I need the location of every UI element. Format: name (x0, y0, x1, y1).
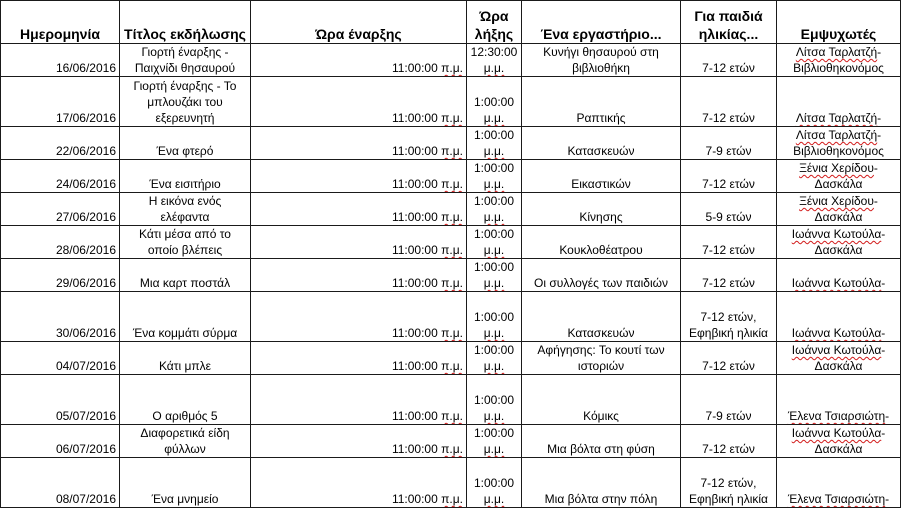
end-ampm: μ.μ. (483, 177, 505, 191)
cell-workshop[interactable] (522, 226, 681, 259)
date-value: 28/06/2016 (55, 243, 116, 257)
start-time-value: 11:00:00 (391, 177, 438, 191)
cell-end-time[interactable] (467, 193, 522, 226)
animator-name: Ιωάννα Κωτούλα (791, 227, 882, 241)
cell-end-time[interactable] (467, 425, 522, 458)
cell-date[interactable] (1, 44, 120, 77)
date-value: 06/07/2016 (55, 442, 116, 456)
cell-animators[interactable] (777, 375, 901, 425)
start-ampm: π.μ. (441, 326, 463, 340)
animator-role: - Δασκάλα (814, 426, 886, 456)
workshop-value: Κουκλοθέατρου (559, 243, 643, 257)
start-time-value: 11:00:00 (391, 111, 438, 125)
cell-title[interactable] (120, 342, 251, 375)
cell-age[interactable] (681, 226, 777, 259)
end-time-value: 1:00:00 (473, 95, 515, 109)
cell-title[interactable] (120, 127, 251, 160)
table-row (1, 226, 901, 259)
workshop-value: Αφήγησης: Το κουτί των ιστοριών (537, 343, 665, 373)
cell-start-time[interactable] (251, 160, 467, 193)
cell-start-time[interactable] (251, 375, 467, 425)
end-time-value: 1:00:00 (473, 260, 515, 274)
animator-role: - Δασκάλα (814, 227, 886, 257)
age-value: 7-12 ετών (702, 359, 755, 373)
animator-name: Λίτσα Ταρλατζή (795, 128, 878, 142)
cell-workshop[interactable] (522, 342, 681, 375)
cell-title[interactable] (120, 259, 251, 292)
age-value: 7-12 ετών (702, 61, 755, 75)
table-row (1, 292, 901, 342)
date-value: 27/06/2016 (55, 210, 116, 224)
cell-start-time[interactable] (251, 193, 467, 226)
start-ampm: π.μ. (441, 111, 463, 125)
cell-workshop[interactable] (522, 127, 681, 160)
date-value: 17/06/2016 (55, 111, 116, 125)
cell-age[interactable] (681, 259, 777, 292)
start-ampm: π.μ. (441, 243, 463, 257)
cell-title[interactable] (120, 458, 251, 508)
animator-name: Ιωάννα Κωτούλα (791, 276, 882, 290)
animator-name: Ξένια Χερίδου (799, 194, 874, 208)
title-value: Η εικόνα ενός ελέφαντα (148, 194, 222, 224)
workshop-value: Μια βόλτα στην πόλη (544, 492, 658, 506)
table-row (1, 193, 901, 226)
header-row (1, 1, 901, 44)
start-time-value: 11:00:00 (391, 243, 438, 257)
animator-name: Έλενα Τσιαρσιώτη (787, 492, 886, 506)
table-row (1, 259, 901, 292)
cell-date[interactable] (1, 259, 120, 292)
cell-date[interactable] (1, 292, 120, 342)
animator-role: - Βιβλιοθηκονόμος (793, 128, 884, 158)
cell-age[interactable] (681, 44, 777, 77)
cell-date[interactable] (1, 375, 120, 425)
date-value: 30/06/2016 (55, 326, 116, 340)
animator-name: Έλενα Τσιαρσιώτη (787, 409, 886, 423)
cell-age[interactable] (681, 292, 777, 342)
animator-role: - (885, 409, 890, 423)
age-value: 7-9 ετών (705, 409, 752, 423)
animator-name: Ιωάννα Κωτούλα (791, 343, 882, 357)
start-time-value: 11:00:00 (391, 276, 438, 290)
cell-start-time[interactable] (251, 458, 467, 508)
workshop-value: Κατασκευών (567, 326, 635, 340)
cell-date[interactable] (1, 342, 120, 375)
end-ampm: μ.μ. (483, 359, 505, 373)
cell-start-time[interactable] (251, 77, 467, 127)
table-row (1, 77, 901, 127)
cell-animators[interactable] (777, 160, 901, 193)
cell-title[interactable] (120, 160, 251, 193)
cell-start-time[interactable] (251, 226, 467, 259)
end-ampm: μ.μ. (483, 111, 505, 125)
start-time-value: 11:00:00 (391, 359, 438, 373)
cell-workshop[interactable] (522, 375, 681, 425)
header-animators[interactable]: Εμψυχωτές (777, 1, 901, 44)
date-value: 08/07/2016 (55, 492, 116, 506)
cell-title[interactable] (120, 375, 251, 425)
age-value: 7-12 ετών (702, 111, 755, 125)
age-value: 7-12 ετών (702, 177, 755, 191)
cell-end-time[interactable] (467, 292, 522, 342)
end-time-value: 1:00:00 (473, 343, 515, 357)
cell-animators[interactable] (777, 77, 901, 127)
end-time-value: 1:00:00 (473, 194, 515, 208)
animator-name: Ξένια Χερίδου (799, 161, 874, 175)
table-row (1, 375, 901, 425)
cell-date[interactable] (1, 425, 120, 458)
start-ampm: π.μ. (441, 492, 463, 506)
age-value: 7-12 ετών (702, 243, 755, 257)
cell-start-time[interactable] (251, 259, 467, 292)
cell-date[interactable] (1, 77, 120, 127)
cell-animators[interactable] (777, 259, 901, 292)
cell-date[interactable] (1, 160, 120, 193)
title-value: Γιορτή έναρξης - Το μπλουζάκι του εξερευνητή (133, 79, 237, 125)
cell-end-time[interactable] (467, 44, 522, 77)
animator-role: - Βιβλιοθηκονόμος (793, 45, 884, 75)
date-value: 05/07/2016 (55, 409, 116, 423)
end-ampm: μ.μ. (483, 442, 505, 456)
cell-date[interactable] (1, 458, 120, 508)
cell-title[interactable] (120, 44, 251, 77)
end-ampm: μ.μ. (483, 492, 505, 506)
cell-start-time[interactable] (251, 292, 467, 342)
table-row (1, 425, 901, 458)
cell-workshop[interactable] (522, 77, 681, 127)
cell-age[interactable] (681, 193, 777, 226)
start-ampm: π.μ. (441, 144, 463, 158)
header-end-time[interactable]: Ώρα λήξης (467, 1, 522, 44)
table-row (1, 342, 901, 375)
end-time-value: 12:30:00 (470, 45, 518, 59)
title-value: Ένα εισιτήριο (149, 177, 221, 191)
end-time-value: 1:00:00 (473, 128, 515, 142)
cell-workshop[interactable] (522, 193, 681, 226)
workshop-value: Κίνησης (579, 210, 623, 224)
end-time-value: 1:00:00 (473, 426, 515, 440)
age-value: 7-12 ετών, Εφηβική ηλικία (689, 476, 768, 506)
workshop-value: Εικαστικών (571, 177, 631, 191)
workshop-value: Οι συλλογές των παιδιών (534, 276, 668, 290)
date-value: 22/06/2016 (55, 144, 116, 158)
cell-workshop[interactable] (522, 458, 681, 508)
cell-animators[interactable] (777, 193, 901, 226)
end-time-value: 1:00:00 (473, 476, 515, 490)
cell-animators[interactable] (777, 292, 901, 342)
header-start-time[interactable]: Ώρα έναρξης (251, 1, 467, 44)
start-time-value: 11:00:00 (391, 144, 438, 158)
cell-animators[interactable] (777, 127, 901, 160)
cell-title[interactable] (120, 425, 251, 458)
cell-title[interactable] (120, 292, 251, 342)
animator-role: - (877, 111, 882, 125)
cell-end-time[interactable] (467, 226, 522, 259)
cell-age[interactable] (681, 458, 777, 508)
end-ampm: μ.μ. (483, 210, 505, 224)
age-value: 5-9 ετών (705, 210, 752, 224)
end-ampm: μ.μ. (483, 276, 505, 290)
date-value: 24/06/2016 (55, 177, 116, 191)
end-time-value: 1:00:00 (473, 393, 515, 407)
cell-workshop[interactable] (522, 425, 681, 458)
date-value: 29/06/2016 (55, 276, 116, 290)
animator-role: - Δασκάλα (814, 161, 878, 191)
cell-workshop[interactable] (522, 259, 681, 292)
cell-date[interactable] (1, 127, 120, 160)
cell-workshop[interactable] (522, 160, 681, 193)
end-ampm: μ.μ. (483, 144, 505, 158)
animator-role: - (885, 492, 890, 506)
start-ampm: π.μ. (441, 61, 463, 75)
cell-age[interactable] (681, 342, 777, 375)
animator-role: - (881, 276, 886, 290)
cell-end-time[interactable] (467, 375, 522, 425)
end-ampm: μ.μ. (483, 326, 505, 340)
start-time-value: 11:00:00 (391, 409, 438, 423)
end-ampm: μ.μ. (483, 243, 505, 257)
title-value: Ένα μνημείο (151, 492, 219, 506)
start-time-value: 11:00:00 (391, 326, 438, 340)
cell-end-time[interactable] (467, 342, 522, 375)
cell-end-time[interactable] (467, 160, 522, 193)
date-value: 16/06/2016 (55, 61, 116, 75)
table-row (1, 127, 901, 160)
cell-start-time[interactable] (251, 425, 467, 458)
header-age[interactable]: Για παιδιά ηλικίας... (681, 1, 777, 44)
cell-age[interactable] (681, 425, 777, 458)
title-value: Ο αριθμός 5 (152, 409, 218, 423)
animator-role: - (881, 326, 886, 340)
cell-title[interactable] (120, 226, 251, 259)
start-ampm: π.μ. (441, 359, 463, 373)
animator-role: - Δασκάλα (814, 343, 886, 373)
header-title[interactable]: Τίτλος εκδήλωσης (120, 1, 251, 44)
age-value: 7-12 ετών (702, 442, 755, 456)
table-row (1, 458, 901, 508)
start-ampm: π.μ. (441, 177, 463, 191)
title-value: Κάτι μέσα από το οποίο βλέπεις (139, 227, 231, 257)
cell-end-time[interactable] (467, 259, 522, 292)
workshop-value: Κατασκευών (567, 144, 635, 158)
workshop-value: Κόμικς (583, 409, 619, 423)
age-value: 7-12 ετών (702, 276, 755, 290)
animator-role: - Δασκάλα (814, 194, 878, 224)
end-time-value: 1:00:00 (473, 310, 515, 324)
age-value: 7-12 ετών, Εφηβική ηλικία (689, 310, 768, 340)
title-value: Γιορτή έναρξης - Παιχνίδι θησαυρού (134, 45, 236, 75)
cell-title[interactable] (120, 77, 251, 127)
title-value: Ένα φτερό (156, 144, 214, 158)
cell-workshop[interactable] (522, 44, 681, 77)
cell-animators[interactable] (777, 44, 901, 77)
header-workshop[interactable]: Ένα εργαστήριο... (522, 1, 681, 44)
cell-end-time[interactable] (467, 458, 522, 508)
cell-end-time[interactable] (467, 127, 522, 160)
cell-date[interactable] (1, 193, 120, 226)
animator-name: Λίτσα Ταρλατζή (795, 111, 878, 125)
cell-start-time[interactable] (251, 44, 467, 77)
end-ampm: μ.μ. (483, 61, 505, 75)
start-ampm: π.μ. (441, 210, 463, 224)
age-value: 7-9 ετών (705, 144, 752, 158)
header-date[interactable]: Ημερομηνία (1, 1, 120, 44)
cell-workshop[interactable] (522, 292, 681, 342)
title-value: Μια καρτ ποστάλ (139, 276, 231, 290)
cell-age[interactable] (681, 77, 777, 127)
start-time-value: 11:00:00 (391, 442, 438, 456)
start-time-value: 11:00:00 (391, 61, 438, 75)
date-value: 04/07/2016 (55, 359, 116, 373)
cell-title[interactable] (120, 193, 251, 226)
animator-name: Ιωάννα Κωτούλα (791, 426, 882, 440)
cell-animators[interactable] (777, 425, 901, 458)
cell-animators[interactable] (777, 458, 901, 508)
title-value: Κάτι μπλε (158, 359, 212, 373)
cell-end-time[interactable] (467, 77, 522, 127)
title-value: Διαφορετικά είδη φύλλων (140, 426, 230, 456)
start-ampm: π.μ. (441, 442, 463, 456)
workshop-value: Ραπτικής (576, 111, 626, 125)
start-ampm: π.μ. (441, 276, 463, 290)
workshop-value: Κυνήγι θησαυρού στη βιβλιοθήκη (543, 45, 659, 75)
table-row (1, 44, 901, 77)
cell-start-time[interactable] (251, 342, 467, 375)
cell-age[interactable] (681, 127, 777, 160)
start-time-value: 11:00:00 (391, 492, 438, 506)
cell-start-time[interactable] (251, 127, 467, 160)
cell-animators[interactable] (777, 226, 901, 259)
end-time-value: 1:00:00 (473, 227, 515, 241)
end-time-value: 1:00:00 (473, 161, 515, 175)
animator-name: Ιωάννα Κωτούλα (791, 326, 882, 340)
cell-animators[interactable] (777, 342, 901, 375)
start-ampm: π.μ. (441, 409, 463, 423)
table-row (1, 160, 901, 193)
cell-date[interactable] (1, 226, 120, 259)
cell-age[interactable] (681, 160, 777, 193)
end-ampm: μ.μ. (483, 409, 505, 423)
start-time-value: 11:00:00 (391, 210, 438, 224)
cell-age[interactable] (681, 375, 777, 425)
animator-name: Λίτσα Ταρλατζή (795, 45, 878, 59)
title-value: Ένα κομμάτι σύρμα (132, 326, 238, 340)
workshop-value: Μια βόλτα στη φύση (547, 442, 655, 456)
